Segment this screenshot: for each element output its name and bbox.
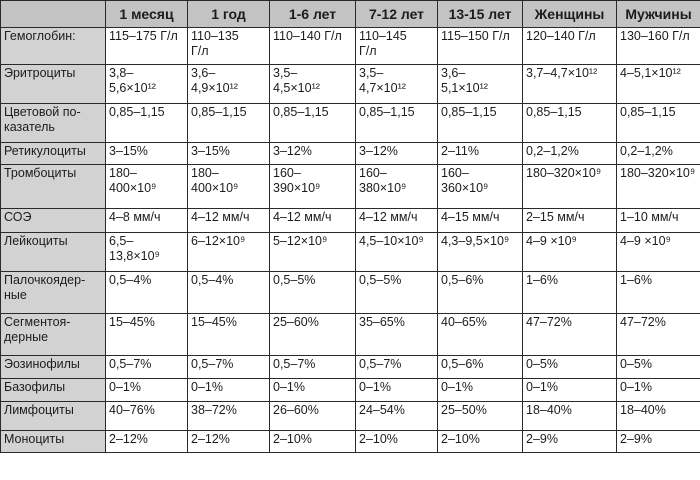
- table-cell: 110–140 Г/л: [270, 28, 356, 65]
- table-cell: 0,5–7%: [356, 356, 438, 379]
- param-label: СОЭ: [1, 209, 106, 233]
- table-cell: 4–12 мм/ч: [188, 209, 270, 233]
- table-cell: 0–1%: [106, 379, 188, 402]
- table-cell: 6–12×10⁹: [188, 233, 270, 272]
- table-cell: 3,8– 5,6×10¹²: [106, 65, 188, 104]
- param-label: Гемоглобин:: [1, 28, 106, 65]
- table-cell: 130–160 Г/л: [617, 28, 700, 65]
- table-cell: 0,2–1,2%: [523, 143, 617, 165]
- table-cell: 4,5–10×10⁹: [356, 233, 438, 272]
- table-cell: 0,85–1,15: [270, 104, 356, 143]
- table-cell: 180–320×10⁹: [617, 165, 700, 209]
- table-row-esr: [1, 209, 700, 233]
- table-cell: 1–6%: [617, 272, 700, 314]
- table-cell: 120–140 Г/л: [523, 28, 617, 65]
- table-cell: 0–1%: [617, 379, 700, 402]
- param-label: Палочкоядер- ные: [1, 272, 106, 314]
- param-label: Базофилы: [1, 379, 106, 402]
- table-cell: 38–72%: [188, 402, 270, 431]
- table-cell: 2–10%: [356, 431, 438, 453]
- table-cell: 40–76%: [106, 402, 188, 431]
- param-label: Эозинофилы: [1, 356, 106, 379]
- table-cell: 0,5–5%: [270, 272, 356, 314]
- param-label: Эритроциты: [1, 65, 106, 104]
- table-cell: 4–12 мм/ч: [356, 209, 438, 233]
- table-cell: 180–320×10⁹: [523, 165, 617, 209]
- table-cell: 0,85–1,15: [188, 104, 270, 143]
- table-cell: 4–9 ×10⁹: [617, 233, 700, 272]
- table-cell: 40–65%: [438, 314, 523, 356]
- header-cell-men: Мужчины: [617, 1, 700, 28]
- table-cell: 0,5–7%: [188, 356, 270, 379]
- table-row-lymphocytes: [1, 402, 700, 431]
- table-cell: 0,85–1,15: [106, 104, 188, 143]
- param-label: Лимфоциты: [1, 402, 106, 431]
- table-cell: 0,5–7%: [270, 356, 356, 379]
- table-cell: 2–12%: [106, 431, 188, 453]
- table-cell: 115–175 Г/л: [106, 28, 188, 65]
- table-cell: 0,5–7%: [106, 356, 188, 379]
- table-cell: 3,6– 4,9×10¹²: [188, 65, 270, 104]
- table-cell: 2–9%: [523, 431, 617, 453]
- table-cell: 2–12%: [188, 431, 270, 453]
- table-body: [1, 28, 700, 453]
- table-cell: 180– 400×10⁹: [188, 165, 270, 209]
- param-label: Тромбоциты: [1, 165, 106, 209]
- table-cell: 2–10%: [438, 431, 523, 453]
- table-cell: 3–12%: [356, 143, 438, 165]
- table-row-leukocytes: [1, 233, 700, 272]
- table-cell: 0–1%: [438, 379, 523, 402]
- table-cell: 0–1%: [523, 379, 617, 402]
- table-cell: 35–65%: [356, 314, 438, 356]
- table-cell: 4–9 ×10⁹: [523, 233, 617, 272]
- table-cell: 160– 390×10⁹: [270, 165, 356, 209]
- table-cell: 4–5,1×10¹²: [617, 65, 700, 104]
- table-cell: 2–11%: [438, 143, 523, 165]
- table-row-band: [1, 272, 700, 314]
- table-row-eosinophils: [1, 356, 700, 379]
- table-cell: 25–50%: [438, 402, 523, 431]
- header-cell-women: Женщины: [523, 1, 617, 28]
- table-cell: 0,85–1,15: [356, 104, 438, 143]
- table-cell: 3–15%: [106, 143, 188, 165]
- table-cell: 0,85–1,15: [617, 104, 700, 143]
- table-cell: 2–9%: [617, 431, 700, 453]
- table-cell: 24–54%: [356, 402, 438, 431]
- table-row-color-index: [1, 104, 700, 143]
- table-cell: 15–45%: [188, 314, 270, 356]
- table-row-platelets: [1, 165, 700, 209]
- header-cell-1-year: 1 год: [188, 1, 270, 28]
- table-cell: 0–1%: [356, 379, 438, 402]
- table-cell: 3,6– 5,1×10¹²: [438, 65, 523, 104]
- table-cell: 110–145 Г/л: [356, 28, 438, 65]
- param-label: Лейкоциты: [1, 233, 106, 272]
- table-cell: 0–1%: [270, 379, 356, 402]
- table-cell: 0,5–4%: [188, 272, 270, 314]
- table-row-segmented: [1, 314, 700, 356]
- table-cell: 160– 360×10⁹: [438, 165, 523, 209]
- table-cell: 18–40%: [617, 402, 700, 431]
- table-cell: 2–10%: [270, 431, 356, 453]
- table-cell: 47–72%: [523, 314, 617, 356]
- table-cell: 1–10 мм/ч: [617, 209, 700, 233]
- table-cell: 0–5%: [523, 356, 617, 379]
- table-cell: 25–60%: [270, 314, 356, 356]
- table-cell: 0,85–1,15: [438, 104, 523, 143]
- header-cell-corner: [1, 1, 106, 28]
- header-cell-13-15-years: 13-15 лет: [438, 1, 523, 28]
- table-row-monocytes: [1, 431, 700, 453]
- table-cell: 4–8 мм/ч: [106, 209, 188, 233]
- table-cell: 5–12×10⁹: [270, 233, 356, 272]
- table-cell: 0,2–1,2%: [617, 143, 700, 165]
- table-cell: 47–72%: [617, 314, 700, 356]
- table-cell: 18–40%: [523, 402, 617, 431]
- table-cell: 0,5–5%: [356, 272, 438, 314]
- table-cell: 2–15 мм/ч: [523, 209, 617, 233]
- table-cell: 110–135 Г/л: [188, 28, 270, 65]
- table-cell: 0,5–4%: [106, 272, 188, 314]
- table-cell: 3,7–4,7×10¹²: [523, 65, 617, 104]
- param-label: Моноциты: [1, 431, 106, 453]
- table-cell: 15–45%: [106, 314, 188, 356]
- table-row-erythrocytes: [1, 65, 700, 104]
- header-cell-7-12-years: 7-12 лет: [356, 1, 438, 28]
- header-cell-1-6-years: 1-6 лет: [270, 1, 356, 28]
- table-cell: 26–60%: [270, 402, 356, 431]
- table-cell: 3–12%: [270, 143, 356, 165]
- table-cell: 4–15 мм/ч: [438, 209, 523, 233]
- table-cell: 4–12 мм/ч: [270, 209, 356, 233]
- table-cell: 0–5%: [617, 356, 700, 379]
- table-cell: 4,3–9,5×10⁹: [438, 233, 523, 272]
- table-row-basophils: [1, 379, 700, 402]
- table-cell: 3,5– 4,5×10¹²: [270, 65, 356, 104]
- table-cell: 3–15%: [188, 143, 270, 165]
- table-cell: 115–150 Г/л: [438, 28, 523, 65]
- table-cell: 6,5– 13,8×10⁹: [106, 233, 188, 272]
- table-cell: 0,5–6%: [438, 272, 523, 314]
- param-label: Ретикулоциты: [1, 143, 106, 165]
- table-cell: 160– 380×10⁹: [356, 165, 438, 209]
- header-row: [1, 1, 700, 28]
- table-cell: 0,5–6%: [438, 356, 523, 379]
- table-cell: 3,5– 4,7×10¹²: [356, 65, 438, 104]
- param-label: Сегментоя- дерные: [1, 314, 106, 356]
- param-label: Цветовой по- казатель: [1, 104, 106, 143]
- table-row-reticulocytes: [1, 143, 700, 165]
- table-cell: 180– 400×10⁹: [106, 165, 188, 209]
- table-cell: 1–6%: [523, 272, 617, 314]
- header-cell-1-month: 1 месяц: [106, 1, 188, 28]
- table-cell: 0–1%: [188, 379, 270, 402]
- table-cell: 0,85–1,15: [523, 104, 617, 143]
- table-row-hemoglobin: [1, 28, 700, 65]
